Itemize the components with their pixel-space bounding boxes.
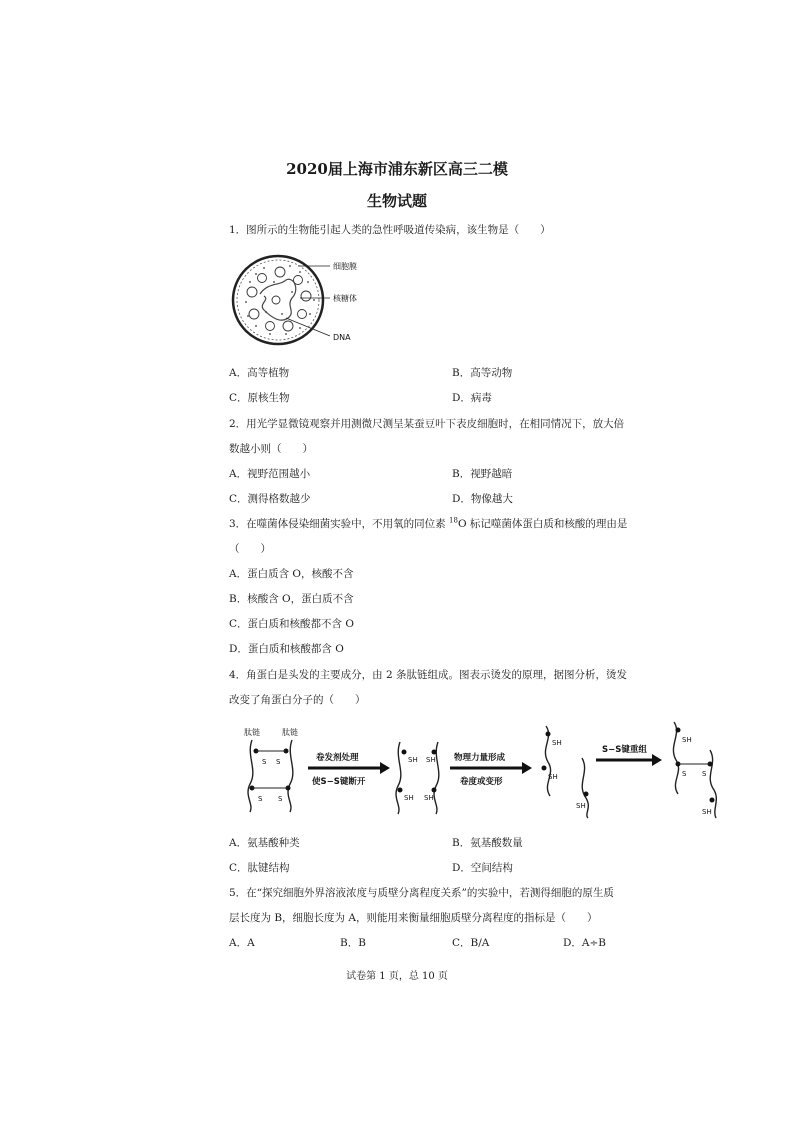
page-footer: 试卷第 1 页，总 10 页 [346,971,448,982]
q1-option-b[interactable]: B．高等动物 [452,367,513,379]
q2-option-b[interactable]: B．视野越暗 [452,468,513,480]
label-step1-bottom: 使S−S键断开 [312,777,366,787]
exam-subtitle: 生物试题 [366,192,427,210]
svg-text:S: S [262,758,267,766]
q1-option-a[interactable]: A．高等植物 [229,367,290,379]
svg-text:SH: SH [552,739,562,747]
q3-stem-line1: 3．在噬菌体侵染细菌实验中，不用氧的同位素 $^{18}$O 标记噬菌体蛋白质和核酸的理由是 [229,516,628,530]
q2-option-a[interactable]: A．视野范围越小 [229,468,311,480]
q4-option-d[interactable]: D．空间结构 [452,862,513,874]
q5-option-c[interactable]: C．B/A [452,937,490,949]
svg-text:S: S [702,770,707,778]
svg-text:SH: SH [548,773,558,781]
q3-option-c[interactable]: C．蛋白质和核酸都不含 O [229,618,354,630]
q4-stem-line1: 4．角蛋白是头发的主要成分，由 2 条肽链组成。图表示烫发的原理，据图分析，烫发 [229,669,628,681]
q3-option-d[interactable]: D．蛋白质和核酸都含 O [229,643,344,655]
q5-stem-line1: 5．在“探究细胞外界溶液浓度与质壁分离程度关系”的实验中，若测得细胞的原生质 [229,887,614,899]
label-chain-2: 肽链 [282,728,298,737]
q2-option-d[interactable]: D．物像越大 [452,493,513,505]
q1-option-d[interactable]: D．病毒 [452,392,492,404]
svg-text:SH: SH [576,802,586,810]
label-step2-bottom: 卷度或变形 [460,777,503,787]
label-step1-top: 卷发剂处理 [316,753,359,763]
q5-option-d[interactable]: D．A÷B [563,937,607,949]
svg-text:SH: SH [702,808,712,816]
q2-stem-line1: 2．用光学显微镜观察并用测微尺测呈某蚕豆叶下表皮细胞时，在相同情况下，放大倍 [229,418,625,430]
exam-title: 2020届上海市浦东新区高三二模 [286,160,508,178]
q2-stem-line2: 数越小则（ ） [229,443,313,455]
label-ribosome: 核糖体 [333,294,357,303]
q5-stem-line2: 层长度为 B，细胞长度为 A，则能用来衡量细胞质壁分离程度的指标是（ ） [229,912,598,924]
dna-squiggle [260,279,296,320]
q5-option-a[interactable]: A．A [229,937,255,949]
q5-option-b[interactable]: B．B [340,937,366,949]
svg-text:SH: SH [426,756,436,764]
q4-stem-line2: 改变了角蛋白分子的（ ） [229,694,366,706]
q4-option-b[interactable]: B．氨基酸数量 [452,837,523,849]
label-step2-top: 物理力量形成 [454,753,506,763]
svg-text:S: S [682,770,687,778]
svg-text:SH: SH [682,736,692,744]
svg-text:S: S [276,758,281,766]
isotope-mass-number: 18 [449,516,458,525]
label-chain-1: 肽链 [244,728,260,737]
q1-option-c[interactable]: C．原核生物 [229,392,290,404]
q4-option-c[interactable]: C．肽键结构 [229,862,290,874]
q2-option-c[interactable]: C．测得格数越少 [229,493,311,505]
label-step3: S−S键重组 [602,745,647,755]
q3-option-a[interactable]: A．蛋白质含 O，核酸不含 [229,568,354,580]
svg-text:S: S [278,795,283,803]
q3-stem-line2: （ ） [229,543,271,555]
svg-text:S: S [258,795,263,803]
q3-option-b[interactable]: B．核酸含 O，蛋白质不含 [229,593,354,605]
svg-text:SH: SH [404,794,414,802]
q1-stem: 1．图所示的生物能引起人类的急性呼吸道传染病，该生物是（ ） [229,224,551,236]
cell-diagram [230,252,370,352]
svg-text:SH: SH [424,794,434,802]
vacuole-circles [247,267,311,331]
label-dna: DNA [333,333,351,342]
svg-text:SH: SH [408,756,418,764]
hair-perm-diagram [240,718,720,820]
label-cell-membrane: 细胞膜 [333,262,357,271]
q4-option-a[interactable]: A．氨基酸种类 [229,837,300,849]
